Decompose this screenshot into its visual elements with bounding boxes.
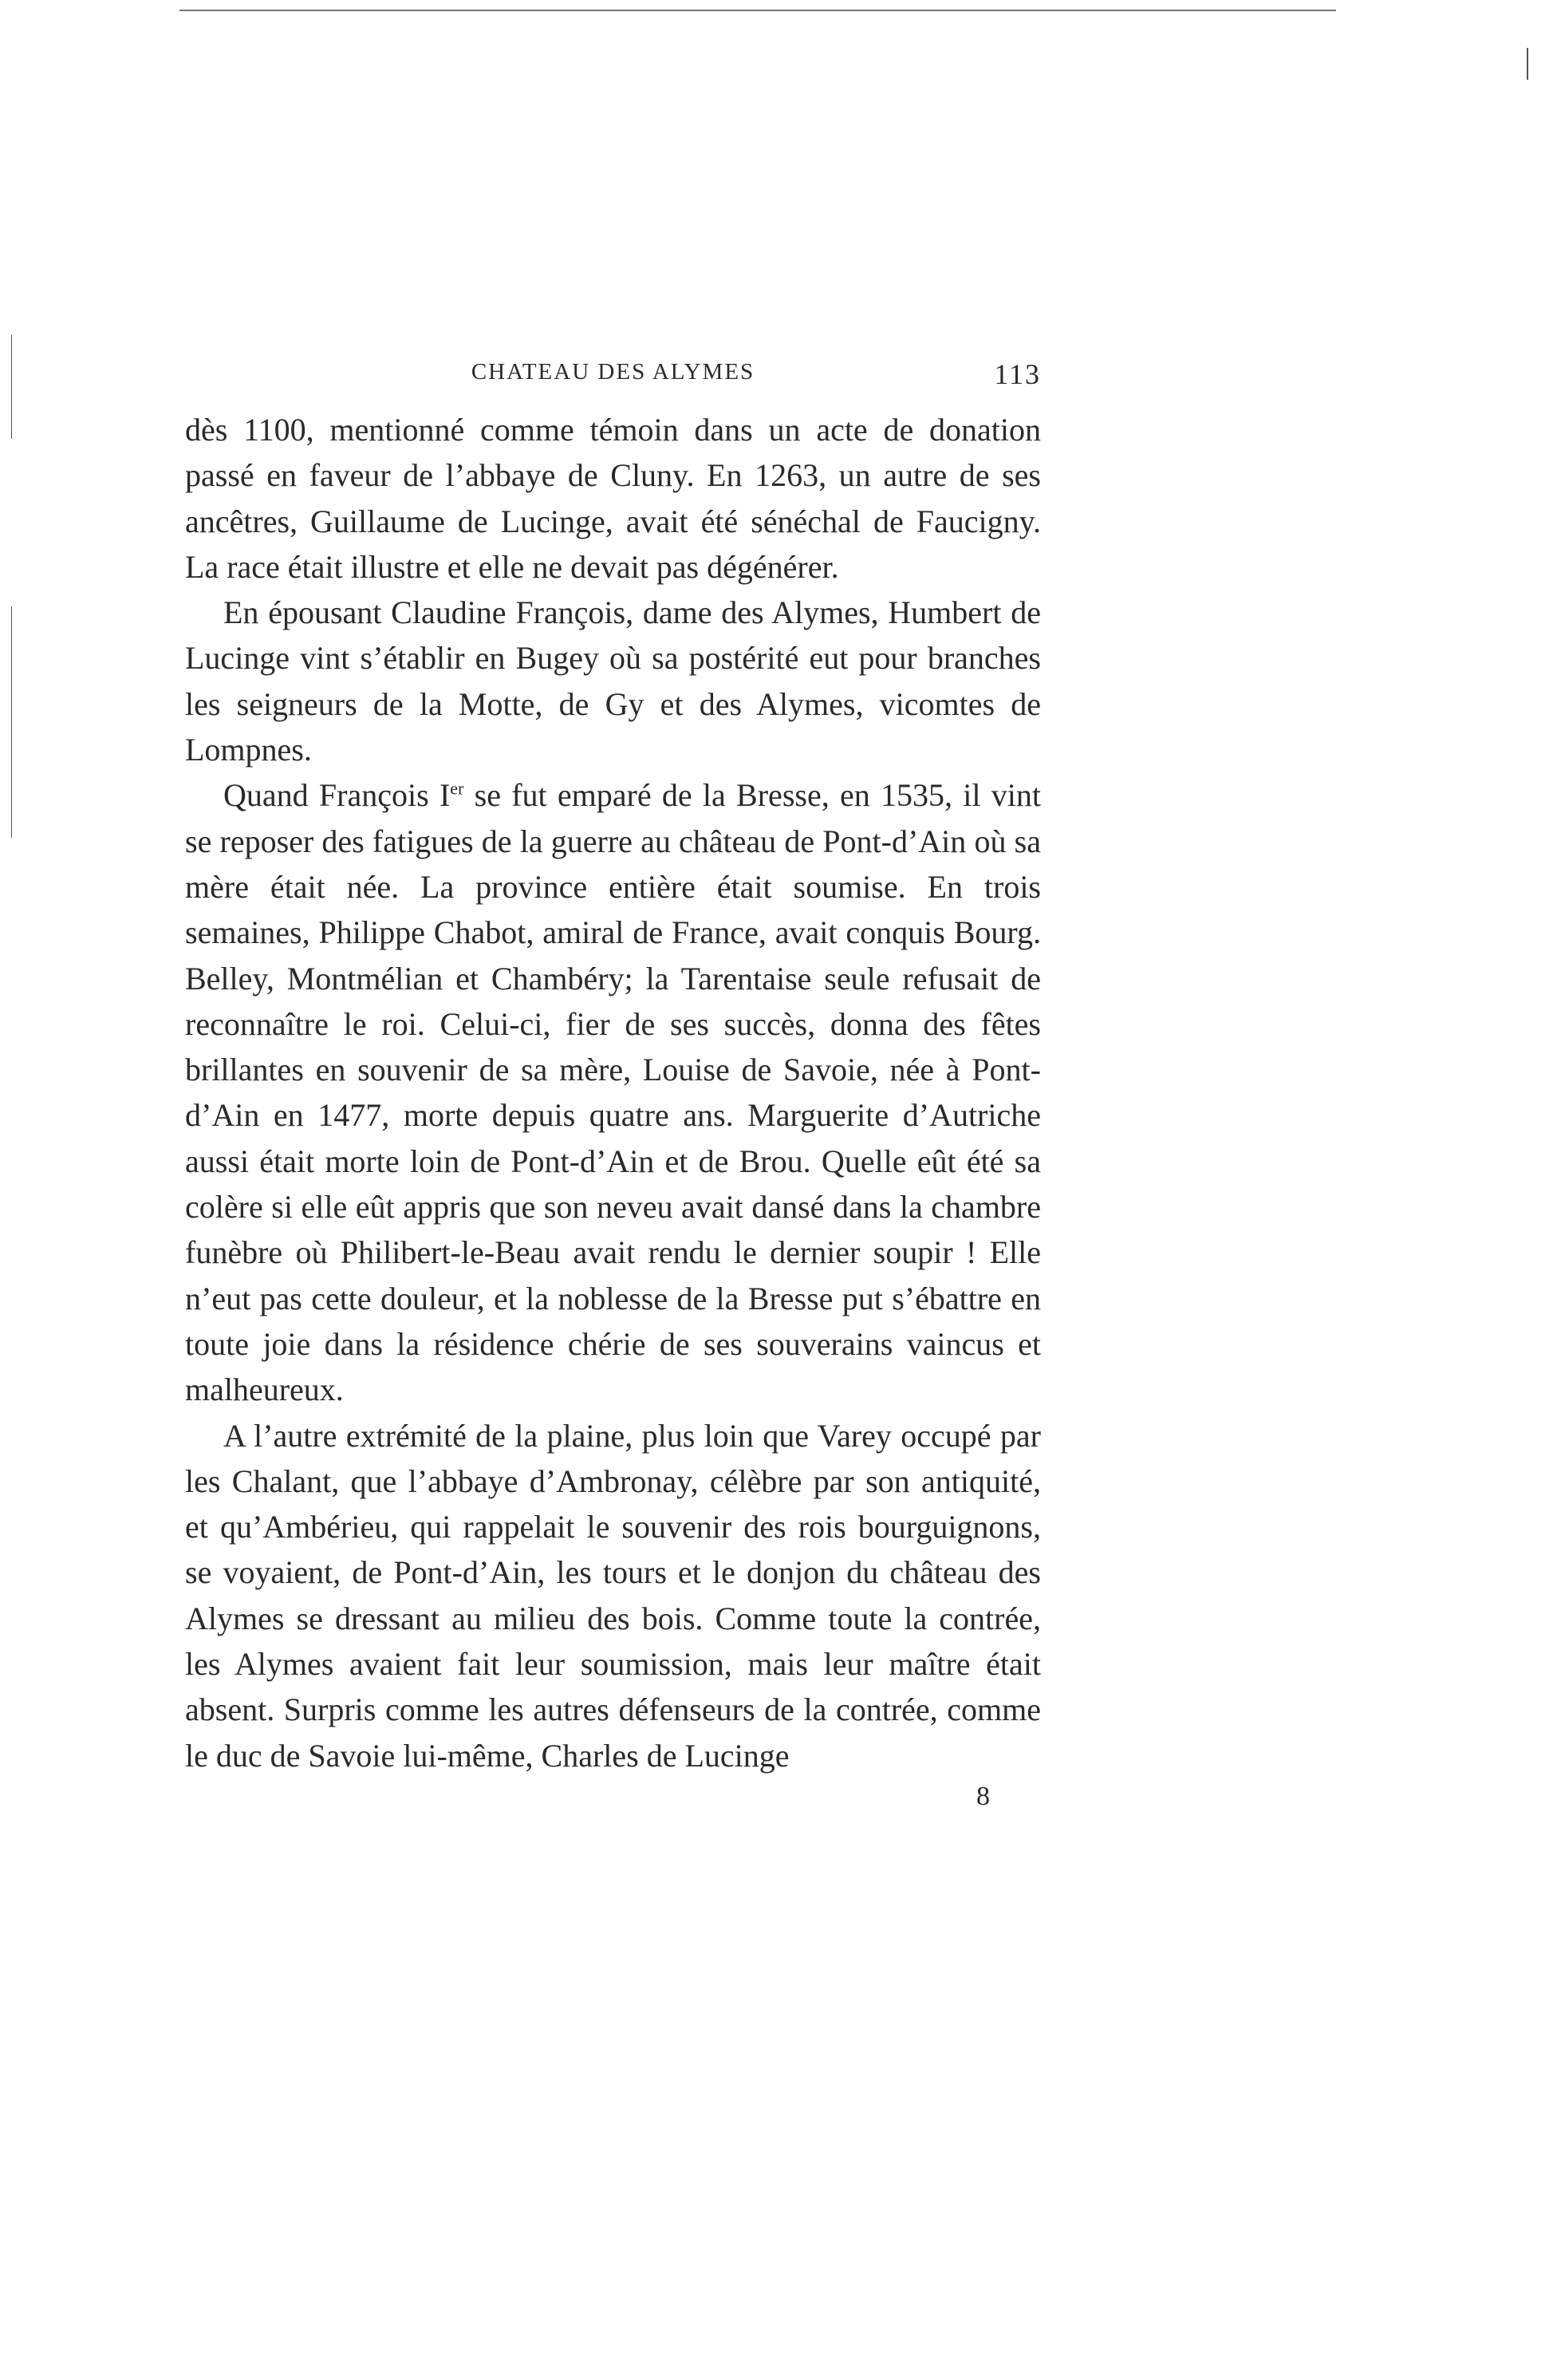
running-head: CHATEAU DES ALYMES xyxy=(471,359,755,385)
paragraph-3-start: Quand François I xyxy=(223,777,451,814)
book-page xyxy=(185,359,1041,1812)
page-header xyxy=(185,359,1041,407)
paragraph-1: dès 1100, mentionné comme témoin dans un acte de donation passé en faveur de l’abbaye de Cluny. En 1263, un autre de ses ancêtres, Guillaume de Lucinge, avait été sénéchal de Faucigny. La race était illustre et elle ne devait pas dégénérer. xyxy=(185,412,1041,585)
paragraph-3 xyxy=(185,772,1041,1412)
top-rule xyxy=(179,10,1336,11)
paragraph-3-superscript: er xyxy=(450,779,464,799)
signature-mark: 8 xyxy=(976,1781,990,1811)
paragraph-3-rest: se fut emparé de la Bresse, en 1535, il vint se reposer des fatigues de la guerre au château de Pont-d’Ain où sa mère était née. La province entière était soumise. En trois semaines, Philippe Chabot, amiral de France, avait conquis Bourg. Belley, Montmélian et Chambéry; la Tarentaise seule refusait de reconnaître le roi. Celui-ci, fier de ses succès, donna des fêtes brillantes en souvenir de sa mère, Louise de Savoie, née à Pont-d’Ain en 1477, morte depuis quatre ans. Marguerite d’Autriche aussi était morte loin de Pont-d’Ain et de Brou. Quelle eût été sa colère si elle eût appris que son neveu avait dansé dans la chambre funèbre où Philibert-le-Beau avait rendu le dernier soupir ! Elle n’eut pas cette douleur, et la noblesse de la Bresse put s’ébattre en toute joie dans la résidence chérie de ses souverains vaincus et malheureux. xyxy=(185,777,1041,1408)
page-number: 113 xyxy=(994,358,1041,390)
paragraph-4: A l’autre extrémité de la plaine, plus loin que Varey occupé par les Chalant, que l’abbaye d’Ambronay, célèbre par son antiquité, et qu’Ambérieu, qui rappelait le souvenir des rois bourguignons, se voyaient, de Pont-d’Ain, les tours et le donjon du château des Alymes se dressant au milieu des bois. Comme toute la contrée, les Alymes avaient fait leur soumission, mais leur maître était absent. Surpris comme les autres défenseurs de la contrée, comme le duc de Savoie lui-même, Charles de Lucinge xyxy=(185,1417,1041,1774)
right-margin-mark xyxy=(1527,48,1528,80)
left-margin-mark-upper xyxy=(11,335,12,439)
paragraph-2: En épousant Claudine François, dame des Alymes, Humbert de Lucinge vint s’établir en Bugey où sa postérité eut pour branches les seigneurs de la Motte, de Gy et des Alymes, vicomtes de Lompnes. xyxy=(185,594,1041,768)
body-text xyxy=(185,407,1041,1778)
left-margin-mark-lower xyxy=(11,606,12,838)
